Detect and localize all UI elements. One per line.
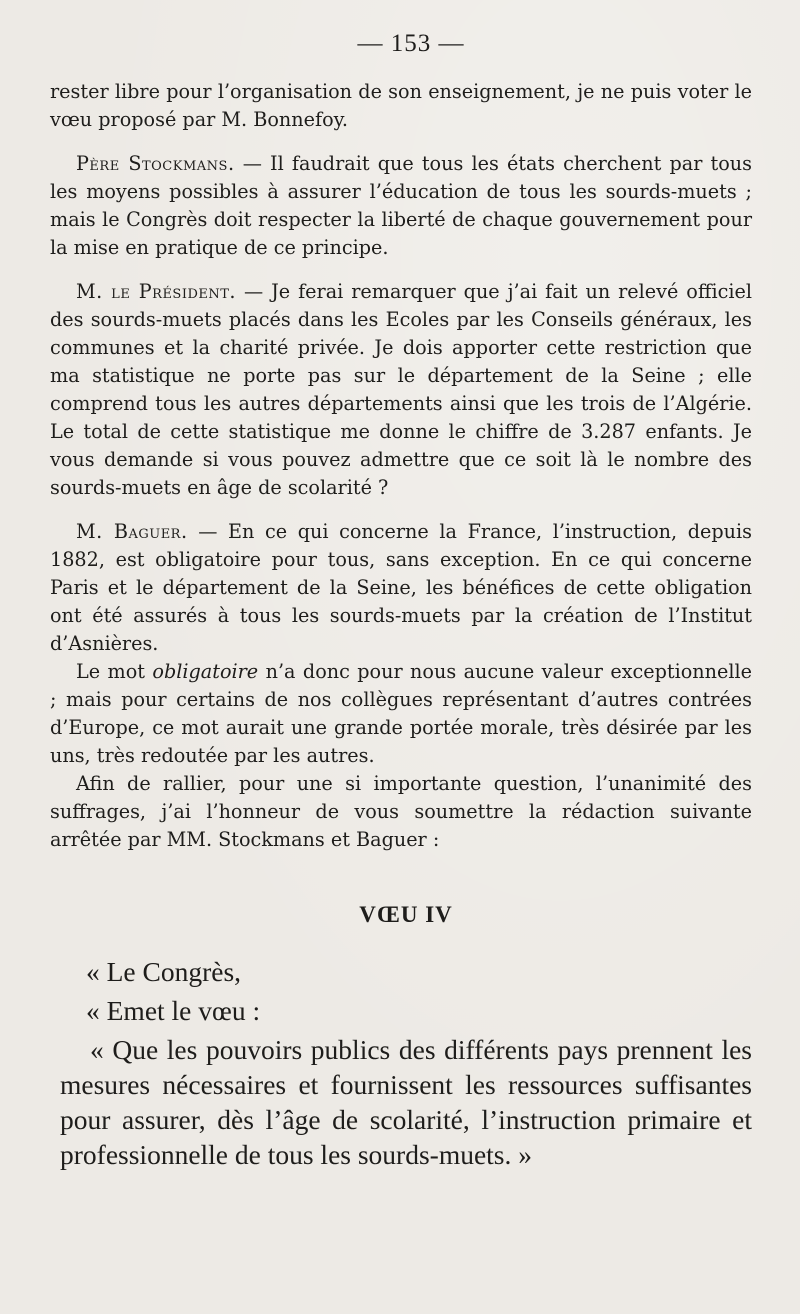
paragraph-rallier: Afin de rallier, pour une si importante question, l’unanimité des suffrages, j’ai l’honneur de vous soumettre la rédaction suivante arrêtée par MM. Stockmans et Baguer : [50, 772, 752, 851]
text-segment: n’a donc pour nous aucune valeur exceptionnelle ; mais pour certains de nos collègues représentant d’autres contrées d’Europe, ce mot aurait une grande portée morale, très désirée par les uns, très redoutée par les autres. [50, 660, 752, 767]
speaker-name: M. le Président. [76, 280, 237, 303]
paragraph-president [50, 278, 752, 502]
emphasized-word: obligatoire [152, 660, 259, 683]
voeu-resolution-text: « Que les pouvoirs publics des différents pays prennent les mesures nécessaires et fournissent les ressources suffisantes pour assurer, dès l’âge de scolarité, l’instruction primaire et professionnelle de tous les sourds-muets. » [60, 1034, 752, 1170]
speech-text: — Je ferai remarquer que j’ai fait un relevé officiel des sourds-muets placés dans les Ecoles par les Conseils généraux, les communes et la charité privée. Je dois apporter cette restriction que ma statistique ne porte pas sur le département de la Seine ; elle comprend tous les autres départements ainsi que les trois de l’Algérie. Le total de cette statistique me donne le chiffre de 3.287 enfants. Je vous demande si vous pouvez admettre que ce soit là le nombre des sourds-muets en âge de scolarité ? [50, 280, 752, 499]
paragraph-baguer [50, 518, 752, 658]
voeu-line-emet: « Emet le vœu : [86, 995, 261, 1026]
speaker-name: Père Stockmans. [76, 152, 235, 175]
text-segment: Le mot [76, 660, 153, 683]
paragraph-stockmans [50, 150, 752, 262]
speech-text: — Il faudrait que tous les états cherchent par tous les moyens possibles à assurer l’éducation de tous les sourds-muets ; mais le Congrès doit respecter la liberté de chaque gouvernement pour la mise en pratique de ce principe. [50, 152, 752, 259]
voeu-line-congres: « Le Congrès, [86, 956, 242, 987]
voeu-title: VŒU IV [359, 902, 453, 927]
paragraph-obligatoire [50, 658, 752, 770]
page-number: — 153 — [357, 30, 465, 57]
paragraph-continuation: rester libre pour l’organisation de son enseignement, je ne puis voter le vœu proposé par M. Bonnefoy. [50, 80, 752, 131]
speech-text: — En ce qui concerne la France, l’instruction, depuis 1882, est obligatoire pour tous, sans exception. En ce qui concerne Paris et le département de la Seine, les bénéfices de cette obligation ont été assurés à tous les sourds-muets par la création de l’Institut d’Asnières. [50, 520, 752, 655]
speaker-name: M. Baguer. [76, 520, 188, 543]
